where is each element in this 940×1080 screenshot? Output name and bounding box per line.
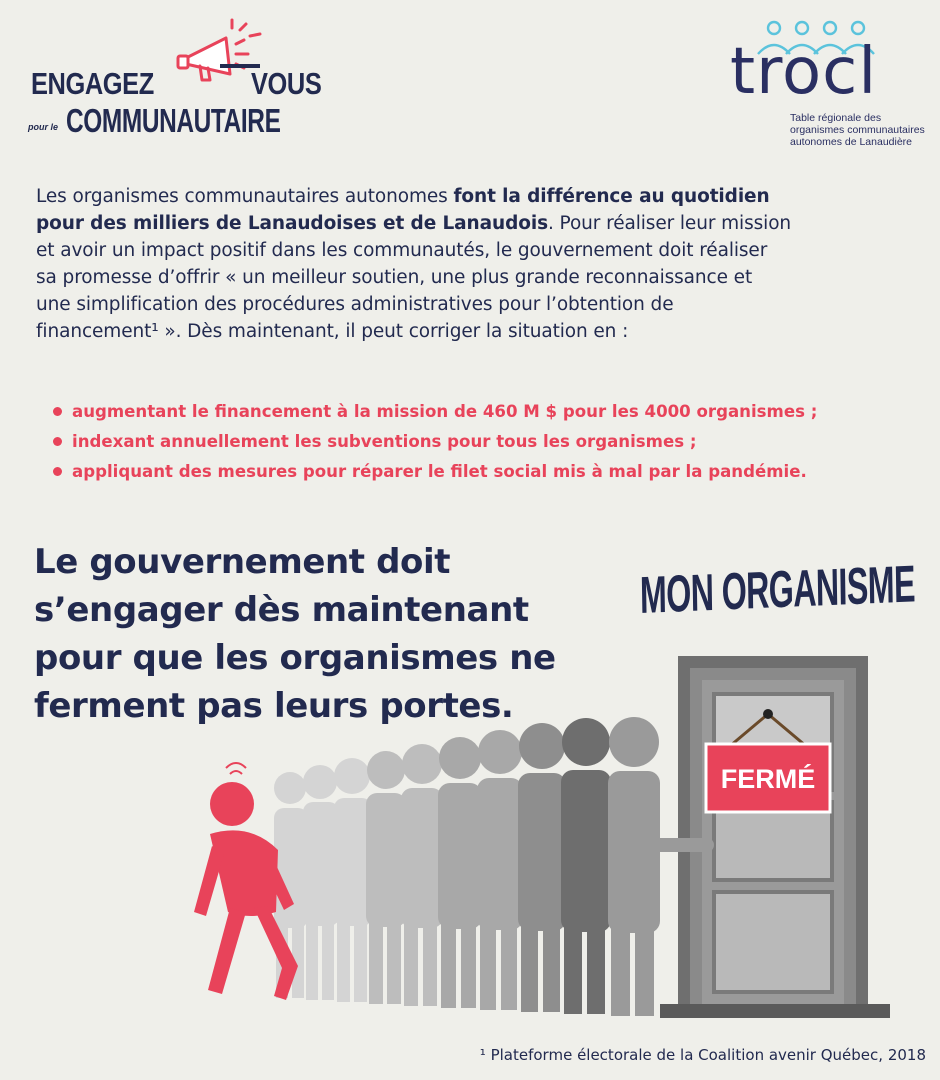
logo-vous-text: VOUS (251, 66, 322, 101)
trocl-wordmark: trocl (730, 35, 878, 109)
trocl-logo (728, 16, 928, 156)
headline-line: Le gouvernement doit (34, 542, 451, 582)
headline-line: pour que les organismes ne (34, 638, 556, 678)
person-figure (561, 718, 611, 1014)
intro-line: sa promesse d’offrir « un meilleur soutien, une plus grande reconnaissance et (36, 267, 753, 288)
intro-line: une simplification des procédures administratives pour l’obtention de (36, 294, 674, 315)
intro-line: financement¹ ». Dès maintenant, il peut corriger la situation en : (36, 321, 629, 342)
person-figure (303, 765, 339, 1000)
list-item (50, 397, 920, 427)
intro-bold-text: font la différence au quotidien (453, 186, 770, 207)
trocl-subtitle-line: autonomes de Lanaudière (790, 136, 913, 148)
intro-paragraph (36, 183, 916, 345)
intro-text: . Pour réaliser leur mission (548, 213, 792, 234)
person-figure (366, 751, 406, 1004)
intro-line: et avoir un impact positif dans les communautés, le gouvernement doit réaliser (36, 240, 768, 261)
footnote: ¹ Plateforme électorale de la Coalition avenir Québec, 2018 (479, 1046, 926, 1064)
trocl-subtitle-line: Table régionale des (790, 112, 882, 124)
engagez-vous-logo (26, 14, 322, 146)
headline-line: ferment pas leurs portes. (34, 686, 514, 726)
logo-line1 (31, 66, 216, 102)
person-figure (518, 723, 566, 1012)
list-item-text: augmentant le financement à la mission de 460 M $ pour les 4000 organismes ; (72, 402, 818, 421)
person-figure (401, 744, 443, 1006)
mon-organisme-title: MON ORGANISME (639, 555, 916, 625)
intro-line (36, 183, 916, 210)
logo-pour-le-text: pour le (28, 122, 59, 132)
headline-line: s’engager dès maintenant (34, 590, 529, 630)
intro-text: Les organismes communautaires autonomes (36, 186, 454, 207)
intro-line (36, 210, 916, 237)
queue-closed-door-illustration (190, 650, 910, 1030)
bullet-dot-icon (53, 467, 62, 476)
bullet-dot-icon (53, 437, 62, 446)
closed-door-illustration (660, 656, 890, 1018)
person-figure (477, 730, 523, 1010)
door-sign-text: FERMÉ (720, 764, 816, 794)
demands-list (50, 397, 920, 487)
bullet-dot-icon (53, 407, 62, 416)
logo-communautaire-text: COMMUNAUTAIRE (66, 102, 281, 139)
intro-bold-text: pour des milliers de Lanaudoises et de Lanaudois (36, 213, 548, 234)
person-figure (438, 737, 482, 1008)
trocl-subtitle (790, 112, 930, 148)
list-item (50, 427, 920, 457)
trocl-subtitle-line: organismes communautaires (790, 124, 925, 136)
list-item-text: appliquant des mesures pour réparer le filet social mis à mal par la pandémie. (72, 462, 807, 481)
logo-engagez-text: ENGAGEZ (31, 66, 154, 101)
list-item (50, 457, 920, 487)
list-item-text: indexant annuellement les subventions pour tous les organismes ; (72, 432, 697, 451)
